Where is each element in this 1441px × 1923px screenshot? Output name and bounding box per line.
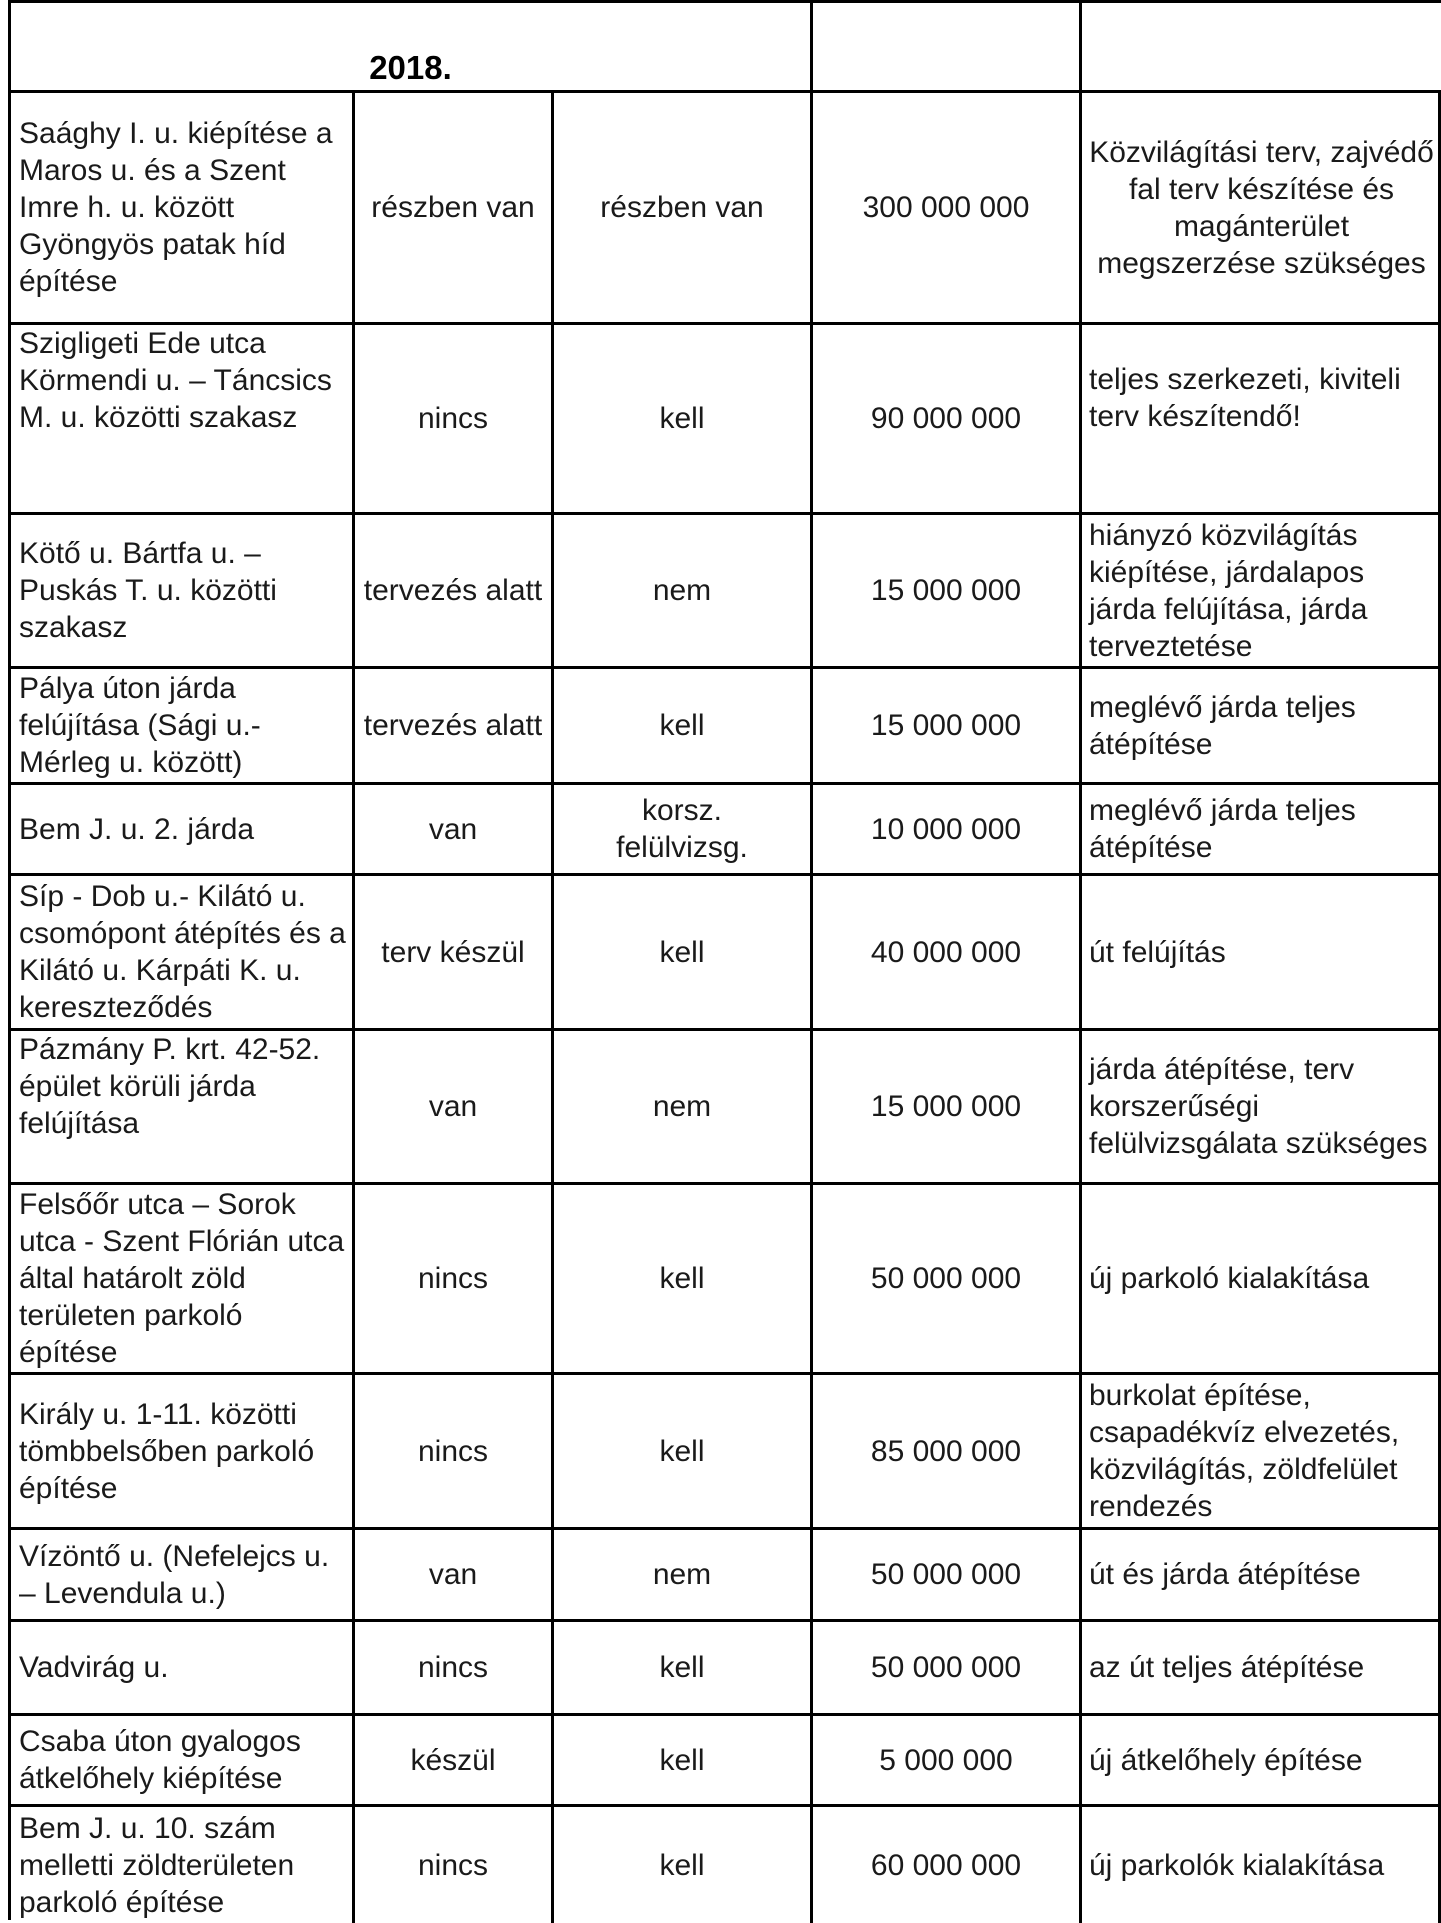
permit-status-cell: kell (554, 1185, 813, 1372)
table-row (11, 93, 1441, 325)
permit-status-cell: kell (554, 1622, 813, 1713)
table-row (11, 1716, 1441, 1807)
cost-cell: 40 000 000 (813, 876, 1082, 1028)
header-blank-cell (813, 3, 1082, 90)
note-cell: út és járda átépítése (1082, 1530, 1441, 1619)
table-row (11, 515, 1441, 669)
plan-status-cell: nincs (355, 1807, 554, 1923)
plan-status-cell: nincs (355, 1185, 554, 1372)
cost-cell: 5 000 000 (813, 1716, 1082, 1804)
permit-status-cell: nem (554, 1530, 813, 1619)
project-name-cell: Vízöntő u. (Nefelejcs u. – Levendula u.) (11, 1530, 355, 1619)
plan-status-cell: részben van (355, 93, 554, 322)
plan-status-cell: terv készül (355, 876, 554, 1028)
note-cell: meglévő járda teljes átépítése (1082, 669, 1441, 782)
project-name-cell: Szigligeti Ede utca Körmendi u. – Táncsics M. u. közötti szakasz (11, 325, 355, 512)
cost-cell: 10 000 000 (813, 785, 1082, 873)
table-row (11, 785, 1441, 876)
plan-status-cell: van (355, 1530, 554, 1619)
plan-status-cell: készül (355, 1716, 554, 1804)
note-cell: új átkelőhely építése (1082, 1716, 1441, 1804)
cost-cell: 90 000 000 (813, 325, 1082, 512)
project-name-cell: Kötő u. Bártfa u. – Puskás T. u. közötti szakasz (11, 515, 355, 666)
project-name-cell: Bem J. u. 2. járda (11, 785, 355, 873)
note-cell: út felújítás (1082, 876, 1441, 1028)
note-cell: az út teljes átépítése (1082, 1622, 1441, 1713)
year-label: 2018. (369, 49, 452, 86)
project-name-cell: Saághy I. u. kiépítése a Maros u. és a Szent Imre h. u. között Gyöngyös patak híd építése (11, 93, 355, 322)
note-cell: meglévő járda teljes átépítése (1082, 785, 1441, 873)
cost-cell: 300 000 000 (813, 93, 1082, 322)
plan-status-cell: van (355, 785, 554, 873)
table-header-row (11, 3, 1441, 93)
note-cell: új parkoló kialakítása (1082, 1185, 1441, 1372)
cost-cell: 60 000 000 (813, 1807, 1082, 1923)
project-name-cell: Felsőőr utca – Sorok utca - Szent Flórián utca által határolt zöld területen parkoló építése (11, 1185, 355, 1372)
permit-status-cell (554, 785, 813, 873)
plan-status-cell: van (355, 1031, 554, 1182)
table-row (11, 1031, 1441, 1185)
cost-cell: 15 000 000 (813, 669, 1082, 782)
table-row (11, 1185, 1441, 1375)
note-cell: teljes szerkezeti, kiviteli terv készítendő! (1082, 325, 1441, 512)
plan-status-cell: tervezés alatt (355, 515, 554, 666)
budget-table (8, 0, 1441, 1920)
cost-cell: 15 000 000 (813, 515, 1082, 666)
table-row (11, 876, 1441, 1031)
table-row (11, 1807, 1441, 1923)
permit-status-cell: kell (554, 1716, 813, 1804)
project-name-cell: Vadvirág u. (11, 1622, 355, 1713)
table-row (11, 325, 1441, 515)
cost-cell: 50 000 000 (813, 1185, 1082, 1372)
permit-status-cell: nem (554, 1031, 813, 1182)
permit-status-cell: kell (554, 1375, 813, 1527)
project-name-cell: Csaba úton gyalogos átkelőhely kiépítése (11, 1716, 355, 1804)
note-cell: Közvilágítási terv, zajvédő fal terv készítése és magánterület megszerzése szükséges (1082, 93, 1441, 322)
header-blank-cell (1082, 3, 1441, 90)
permit-status-cell: kell (554, 325, 813, 512)
table-row (11, 1530, 1441, 1622)
permit-status-cell: részben van (554, 93, 813, 322)
note-cell: hiányzó közvilágítás kiépítése, járdalapos járda felújítása, járda terveztetése (1082, 515, 1441, 666)
plan-status-cell: tervezés alatt (355, 669, 554, 782)
cost-cell: 50 000 000 (813, 1530, 1082, 1619)
note-cell: burkolat építése, csapadékvíz elvezetés, közvilágítás, zöldfelület rendezés (1082, 1375, 1441, 1527)
cost-cell: 15 000 000 (813, 1031, 1082, 1182)
year-header-cell (11, 3, 813, 90)
project-name-cell: Pázmány P. krt. 42-52. épület körüli járda felújítása (11, 1031, 355, 1182)
project-name-cell: Pálya úton járda felújítása (Sági u.-Mérleg u. között) (11, 669, 355, 782)
note-cell: járda átépítése, terv korszerűségi felülvizsgálata szükséges (1082, 1031, 1441, 1182)
plan-status-cell: nincs (355, 325, 554, 512)
cost-cell: 85 000 000 (813, 1375, 1082, 1527)
permit-status-text: korsz. felülvizsg. (616, 794, 748, 864)
project-name-cell: Síp - Dob u.- Kilátó u. csomópont átépítés és a Kilátó u. Kárpáti K. u. kereszteződés (11, 876, 355, 1028)
project-name-cell: Bem J. u. 10. szám melletti zöldterületen parkoló építése (11, 1807, 355, 1923)
cost-cell: 50 000 000 (813, 1622, 1082, 1713)
permit-status-cell: nem (554, 515, 813, 666)
table-row (11, 1375, 1441, 1530)
note-cell: új parkolók kialakítása (1082, 1807, 1441, 1923)
table-row (11, 669, 1441, 785)
plan-status-cell: nincs (355, 1622, 554, 1713)
plan-status-cell: nincs (355, 1375, 554, 1527)
project-name-cell: Király u. 1-11. közötti tömbbelsőben parkoló építése (11, 1375, 355, 1527)
permit-status-cell: kell (554, 876, 813, 1028)
table-row (11, 1622, 1441, 1716)
permit-status-cell: kell (554, 669, 813, 782)
permit-status-cell: kell (554, 1807, 813, 1923)
